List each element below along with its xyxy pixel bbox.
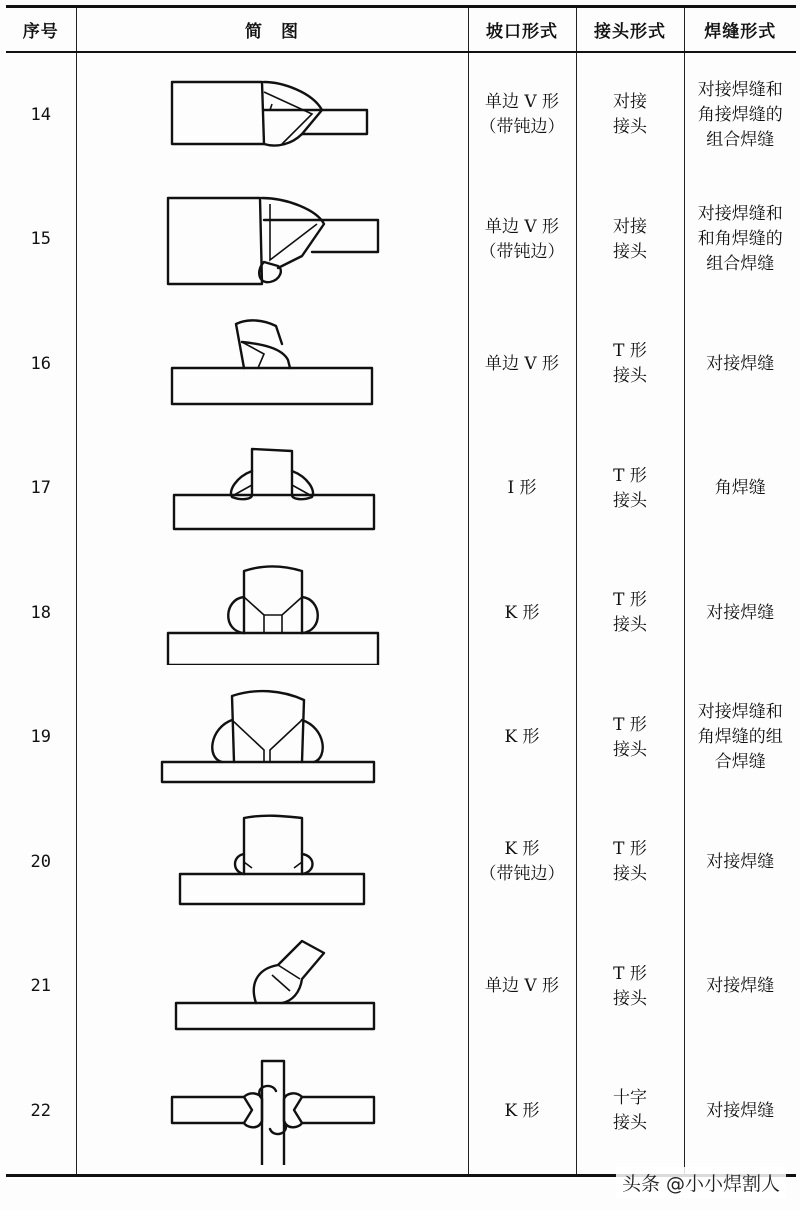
joint-cell xyxy=(576,676,684,801)
table-row xyxy=(6,925,796,1050)
joint-cell xyxy=(576,551,684,676)
groove-cell xyxy=(468,925,576,1050)
row-number: 20 xyxy=(30,851,51,872)
joint-line: T 形 xyxy=(613,714,647,735)
joint-line: 接头 xyxy=(613,366,647,387)
sketch-cell xyxy=(76,178,468,303)
groove-line: K 形 xyxy=(504,602,540,623)
weld-line: 对接焊缝 xyxy=(706,353,775,374)
joint-line: T 形 xyxy=(613,341,647,362)
sketch-cell xyxy=(76,1049,468,1175)
header-weld: 焊缝形式 xyxy=(684,7,796,53)
groove-cell xyxy=(468,178,576,303)
groove-cell xyxy=(468,52,576,178)
table-row xyxy=(6,52,796,178)
joint-line: 接头 xyxy=(613,1113,647,1134)
header-row xyxy=(6,7,796,53)
header-sketch: 简 图 xyxy=(76,7,468,53)
groove-line: （带钝边） xyxy=(479,241,565,262)
table-row xyxy=(6,302,796,427)
groove-cell xyxy=(468,302,576,427)
joint-line: 对接 xyxy=(613,92,647,113)
groove-cell xyxy=(468,551,576,676)
sketch-cell xyxy=(76,302,468,427)
sketch-cell xyxy=(76,427,468,552)
sketch-cell xyxy=(76,52,468,178)
groove-line: 单边 V 形 xyxy=(484,92,560,113)
weld-line: 角接焊缝的 xyxy=(697,104,783,125)
t-joint-i-groove-sketch xyxy=(152,439,392,539)
weld-line: 角焊缝的组 xyxy=(697,727,783,748)
weld-cell xyxy=(684,427,796,552)
weld-cell xyxy=(684,925,796,1050)
sketch-cell xyxy=(76,676,468,801)
table-row xyxy=(6,676,796,801)
sketch-cell xyxy=(76,800,468,925)
weld-form-table xyxy=(6,5,796,1177)
groove-line: 单边 V 形 xyxy=(484,216,560,237)
joint-line: T 形 xyxy=(613,465,647,486)
weld-line: 对接焊缝 xyxy=(706,602,775,623)
t-joint-inclined-single-v-sketch xyxy=(152,935,392,1039)
cross-joint-k-groove-sketch xyxy=(152,1057,392,1165)
weld-line: 组合焊缝 xyxy=(706,129,775,150)
joint-line: 接头 xyxy=(613,241,647,262)
row-number: 14 xyxy=(30,104,51,125)
joint-line: 接头 xyxy=(613,864,647,885)
joint-cell xyxy=(576,1049,684,1175)
t-joint-single-v-sketch xyxy=(152,314,392,414)
groove-line: K 形 xyxy=(504,727,540,748)
row-number: 17 xyxy=(30,478,51,499)
weld-line: 对接焊缝 xyxy=(706,976,775,997)
weld-line: 对接焊缝 xyxy=(706,851,775,872)
butt-joint-single-v-backing-sketch xyxy=(152,190,392,290)
joint-line: T 形 xyxy=(613,963,647,984)
weld-line: 和角焊缝的 xyxy=(697,229,783,250)
weld-line: 对接焊缝和 xyxy=(697,79,783,100)
joint-line: 接头 xyxy=(613,615,647,636)
joint-line: 十字 xyxy=(613,1088,647,1109)
weld-cell xyxy=(684,676,796,801)
weld-line: 对接焊缝 xyxy=(706,1100,775,1121)
weld-cell xyxy=(684,302,796,427)
groove-line: 单边 V 形 xyxy=(484,976,560,997)
joint-cell xyxy=(576,427,684,552)
row-number: 16 xyxy=(30,353,51,374)
groove-cell xyxy=(468,676,576,801)
joint-cell xyxy=(576,925,684,1050)
weld-line: 对接焊缝和 xyxy=(697,702,783,723)
groove-cell xyxy=(468,1049,576,1175)
watermark: 头条 @小小焊割人 xyxy=(616,1167,786,1198)
joint-cell xyxy=(576,178,684,303)
groove-line: K 形 xyxy=(504,1100,540,1121)
joint-cell xyxy=(576,800,684,925)
weld-cell xyxy=(684,1049,796,1175)
groove-line: 单边 V 形 xyxy=(484,353,560,374)
table-row xyxy=(6,551,796,676)
groove-cell xyxy=(468,427,576,552)
sketch-cell xyxy=(76,551,468,676)
weld-cell xyxy=(684,52,796,178)
header-joint: 接头形式 xyxy=(576,7,684,53)
table-row xyxy=(6,178,796,303)
joint-line: 接头 xyxy=(613,739,647,760)
groove-cell xyxy=(468,800,576,925)
weld-line: 合焊缝 xyxy=(714,752,766,773)
joint-line: T 形 xyxy=(613,590,647,611)
t-joint-k-groove-sketch xyxy=(152,561,392,665)
row-number: 19 xyxy=(30,727,51,748)
groove-line: （带钝边） xyxy=(479,117,565,138)
t-joint-k-groove-backing-sketch xyxy=(152,810,392,914)
table-row xyxy=(6,427,796,552)
table-row xyxy=(6,800,796,925)
weld-line: 组合焊缝 xyxy=(706,254,775,275)
weld-cell xyxy=(684,551,796,676)
joint-cell xyxy=(576,52,684,178)
joint-line: 接头 xyxy=(613,117,647,138)
butt-joint-single-v-sketch xyxy=(152,70,392,160)
joint-line: 接头 xyxy=(613,490,647,511)
groove-line: （带钝边） xyxy=(479,864,565,885)
row-number: 15 xyxy=(30,229,51,250)
weld-cell xyxy=(684,178,796,303)
weld-cell xyxy=(684,800,796,925)
weld-line: 角焊缝 xyxy=(714,478,766,499)
joint-cell xyxy=(576,302,684,427)
groove-line: I 形 xyxy=(507,478,537,499)
joint-line: 对接 xyxy=(613,216,647,237)
weld-line: 对接焊缝和 xyxy=(697,204,783,225)
header-num: 序号 xyxy=(6,7,76,53)
row-number: 21 xyxy=(30,976,51,997)
table-row xyxy=(6,1049,796,1175)
row-number: 22 xyxy=(30,1100,51,1121)
t-joint-k-groove-combined-sketch xyxy=(152,686,392,790)
groove-line: K 形 xyxy=(504,839,540,860)
joint-line: 接头 xyxy=(613,988,647,1009)
header-groove: 坡口形式 xyxy=(468,7,576,53)
row-number: 18 xyxy=(30,602,51,623)
joint-line: T 形 xyxy=(613,839,647,860)
sketch-cell xyxy=(76,925,468,1050)
